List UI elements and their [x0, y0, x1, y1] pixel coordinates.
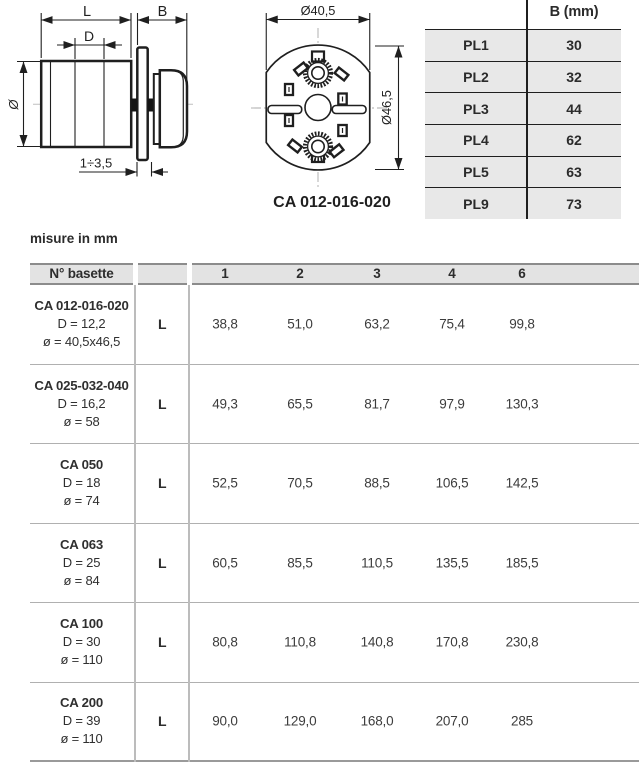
pl-code: PL9 [463, 195, 489, 212]
front-view-drawing [233, 0, 433, 215]
value-cell: 129,0 [283, 713, 317, 729]
value-cell: 140,8 [360, 634, 394, 650]
value-cell: 106,5 [435, 475, 469, 491]
header-col-3: 3 [373, 266, 381, 281]
value-cell: 135,5 [435, 555, 469, 571]
value-cell: 230,8 [505, 634, 539, 650]
header-col-1: 1 [221, 266, 229, 281]
model-dia: ø = 110 [60, 731, 103, 747]
model-d: D = 12,2 [57, 316, 106, 332]
table-row [425, 29, 621, 61]
pl-value: 44 [566, 100, 582, 117]
value-cell: 51,0 [287, 316, 313, 332]
value-cell: 60,5 [212, 555, 238, 571]
value-cell: 130,3 [505, 396, 539, 412]
model-d: D = 25 [62, 554, 101, 570]
value-cell: 70,5 [287, 475, 313, 491]
model-d: D = 30 [62, 634, 101, 650]
model-name: CA 012-016-020 [34, 298, 129, 314]
table-column-divider [188, 285, 190, 762]
value-cell: 81,7 [364, 396, 390, 412]
l-cell: L [157, 395, 167, 412]
model-dia: ø = 40,5x46,5 [42, 334, 121, 350]
dim-l-label: L [82, 4, 92, 20]
value-cell: 142,5 [505, 475, 539, 491]
value-cell: 168,0 [360, 713, 394, 729]
dimensions-table [30, 263, 639, 763]
table-row [30, 444, 639, 524]
b-table-header [425, 0, 621, 29]
center-shaft-hole [305, 95, 331, 121]
value-cell: 110,8 [284, 634, 316, 650]
l-cell: L [157, 554, 167, 571]
value-cell: 99,8 [509, 316, 535, 332]
pl-code: PL5 [463, 163, 489, 180]
pl-code: PL3 [463, 100, 489, 117]
model-cell [30, 524, 133, 603]
dim-height-label: Ø46,5 [379, 90, 394, 125]
dimensions-table-header [30, 263, 639, 285]
dim-width-label: Ø40,5 [300, 3, 336, 18]
value-cell: 110,5 [361, 555, 393, 571]
l-cell: L [157, 475, 167, 492]
value-cell: 88,5 [364, 475, 390, 491]
l-cell: L [157, 634, 167, 651]
table-row [30, 683, 639, 763]
value-cell: 207,0 [435, 713, 469, 729]
model-name: CA 050 [59, 457, 104, 473]
dim-d-label: D [83, 28, 95, 44]
value-cell: 52,5 [212, 475, 238, 491]
value-cell: 63,2 [364, 316, 390, 332]
dim-diameter-label: Ø [6, 99, 21, 110]
header-col-4: 4 [448, 266, 456, 281]
model-dia: ø = 84 [63, 572, 100, 588]
value-cell: 285 [511, 713, 533, 729]
value-cell: 85,5 [287, 555, 313, 571]
table-row [425, 92, 621, 124]
pl-value: 30 [566, 37, 582, 54]
value-cell: 185,5 [505, 555, 539, 571]
value-cell: 97,9 [439, 396, 465, 412]
header-cell [138, 263, 188, 285]
model-cell [30, 444, 133, 523]
model-name: CA 100 [59, 616, 104, 632]
b-table-header-label: B (mm) [549, 4, 599, 20]
pl-value: 73 [566, 195, 582, 212]
panel-clamp-left [131, 99, 137, 112]
table-row [425, 124, 621, 156]
model-name: CA 063 [59, 536, 104, 552]
model-d: D = 16,2 [57, 395, 106, 411]
mounting-flange [137, 48, 147, 161]
model-cell [30, 365, 133, 444]
pl-code: PL2 [463, 68, 489, 85]
value-cell: 38,8 [212, 316, 238, 332]
table-row [425, 156, 621, 188]
model-d: D = 18 [62, 475, 101, 491]
dim-panel-label: 1÷3,5 [79, 155, 113, 171]
table-row [30, 603, 639, 683]
model-dia: ø = 110 [60, 652, 103, 668]
slot-right [332, 106, 366, 114]
value-cell: 170,8 [435, 634, 469, 650]
pl-value: 62 [566, 132, 582, 149]
top-boss-hole [312, 67, 324, 79]
header-col-6: 6 [518, 266, 526, 281]
model-d: D = 39 [62, 713, 101, 729]
model-cell [30, 603, 133, 682]
l-cell: L [157, 316, 167, 333]
table-row [425, 61, 621, 93]
value-cell: 49,3 [212, 396, 238, 412]
model-dia: ø = 74 [63, 493, 100, 509]
table-row [425, 187, 621, 219]
value-cell: 80,8 [212, 634, 238, 650]
pl-value: 63 [566, 163, 582, 180]
header-col-basette: N° basette [49, 266, 114, 281]
bottom-boss-hole [312, 140, 324, 152]
pl-value: 32 [566, 68, 582, 85]
model-cell [30, 285, 133, 364]
model-name: CA 025-032-040 [34, 377, 129, 393]
front-view-caption: CA 012-016-020 [273, 194, 391, 211]
table-row [30, 365, 639, 445]
slot-left [268, 106, 302, 114]
switch-body [41, 61, 131, 147]
dimensions-table-body [30, 285, 639, 762]
b-dimension-table [425, 0, 621, 219]
table-row [30, 285, 639, 365]
b-table-column-divider [526, 0, 528, 219]
model-cell [30, 683, 133, 761]
pl-code: PL4 [463, 132, 489, 149]
dim-b-label: B [157, 4, 168, 20]
value-cell: 65,5 [287, 396, 313, 412]
header-col-2: 2 [296, 266, 304, 281]
side-view-drawing [0, 0, 230, 215]
value-cell: 75,4 [439, 316, 465, 332]
table-row [30, 524, 639, 604]
table-column-divider [134, 285, 136, 762]
model-name: CA 200 [59, 695, 104, 711]
units-note: misure in mm [30, 231, 118, 246]
model-dia: ø = 58 [63, 413, 100, 429]
l-cell: L [157, 713, 167, 730]
value-cell: 90,0 [212, 713, 238, 729]
pl-code: PL1 [463, 37, 489, 54]
